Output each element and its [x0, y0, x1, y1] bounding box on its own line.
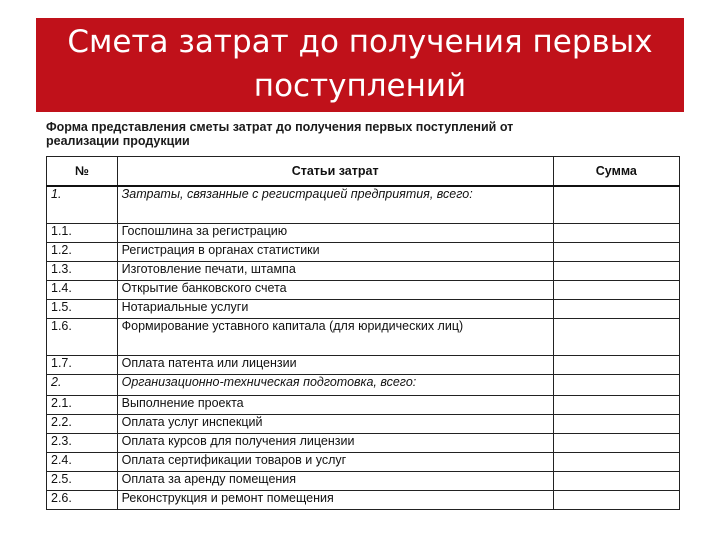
row-num: 1.3.: [47, 262, 118, 281]
row-item: Реконструкция и ремонт помещения: [117, 491, 553, 510]
row-sum: [553, 262, 679, 281]
slide-title-line1: Смета затрат до получения первых: [67, 24, 653, 60]
row-num: 2.3.: [47, 434, 118, 453]
row-num: 1.5.: [47, 300, 118, 319]
row-num: 2.4.: [47, 453, 118, 472]
table-row: [47, 300, 680, 319]
row-sum: [553, 300, 679, 319]
table-row: [47, 243, 680, 262]
header-num: №: [47, 157, 118, 187]
row-item: Формирование уставного капитала (для юридических лиц): [117, 319, 553, 356]
row-num: 1.: [47, 186, 118, 224]
row-item: Оплата патента или лицензии: [117, 356, 553, 375]
table-row: [47, 396, 680, 415]
table-row: [47, 415, 680, 434]
row-num: 2.1.: [47, 396, 118, 415]
row-item: Оплата сертификации товаров и услуг: [117, 453, 553, 472]
row-item: Госпошлина за регистрацию: [117, 224, 553, 243]
slide-title-line2: поступлений: [253, 68, 467, 104]
title-banner: [36, 18, 684, 112]
row-sum: [553, 472, 679, 491]
row-sum: [553, 375, 679, 396]
header-item: Статьи затрат: [117, 157, 553, 187]
row-num: 1.6.: [47, 319, 118, 356]
row-num: 1.7.: [47, 356, 118, 375]
row-sum: [553, 224, 679, 243]
table-row: [47, 224, 680, 243]
cost-estimate-table: [46, 156, 680, 510]
row-sum: [553, 396, 679, 415]
form-caption-line1: Форма представления сметы затрат до получения первых поступлений от: [46, 120, 514, 134]
row-sum: [553, 281, 679, 300]
row-item: Оплата курсов для получения лицензии: [117, 434, 553, 453]
row-item: Затраты, связанные с регистрацией предприятия, всего:: [117, 186, 553, 224]
row-item: Нотариальные услуги: [117, 300, 553, 319]
row-num: 2.5.: [47, 472, 118, 491]
row-item: Организационно-техническая подготовка, всего:: [117, 375, 553, 396]
row-item: Оплата за аренду помещения: [117, 472, 553, 491]
table-row: [47, 262, 680, 281]
table-row: [47, 375, 680, 396]
form-caption: [46, 120, 696, 148]
table-row: [47, 281, 680, 300]
form-caption-line2: реализации продукции: [46, 134, 190, 148]
row-sum: [553, 434, 679, 453]
row-num: 1.4.: [47, 281, 118, 300]
row-sum: [553, 453, 679, 472]
row-item: Оплата услуг инспекций: [117, 415, 553, 434]
table-row: [47, 453, 680, 472]
row-item: Изготовление печати, штампа: [117, 262, 553, 281]
row-sum: [553, 243, 679, 262]
table-row: [47, 319, 680, 356]
table-row: [47, 434, 680, 453]
row-num: 1.1.: [47, 224, 118, 243]
row-num: 1.2.: [47, 243, 118, 262]
row-sum: [553, 319, 679, 356]
table-row: [47, 491, 680, 510]
row-num: 2.6.: [47, 491, 118, 510]
table-row: [47, 186, 680, 224]
table-header-row: [47, 157, 680, 187]
table-row: [47, 472, 680, 491]
row-sum: [553, 356, 679, 375]
row-item: Выполнение проекта: [117, 396, 553, 415]
header-sum: Сумма: [553, 157, 679, 187]
row-num: 2.2.: [47, 415, 118, 434]
row-item: Открытие банковского счета: [117, 281, 553, 300]
table-row: [47, 356, 680, 375]
row-sum: [553, 186, 679, 224]
row-sum: [553, 491, 679, 510]
row-sum: [553, 415, 679, 434]
row-num: 2.: [47, 375, 118, 396]
row-item: Регистрация в органах статистики: [117, 243, 553, 262]
